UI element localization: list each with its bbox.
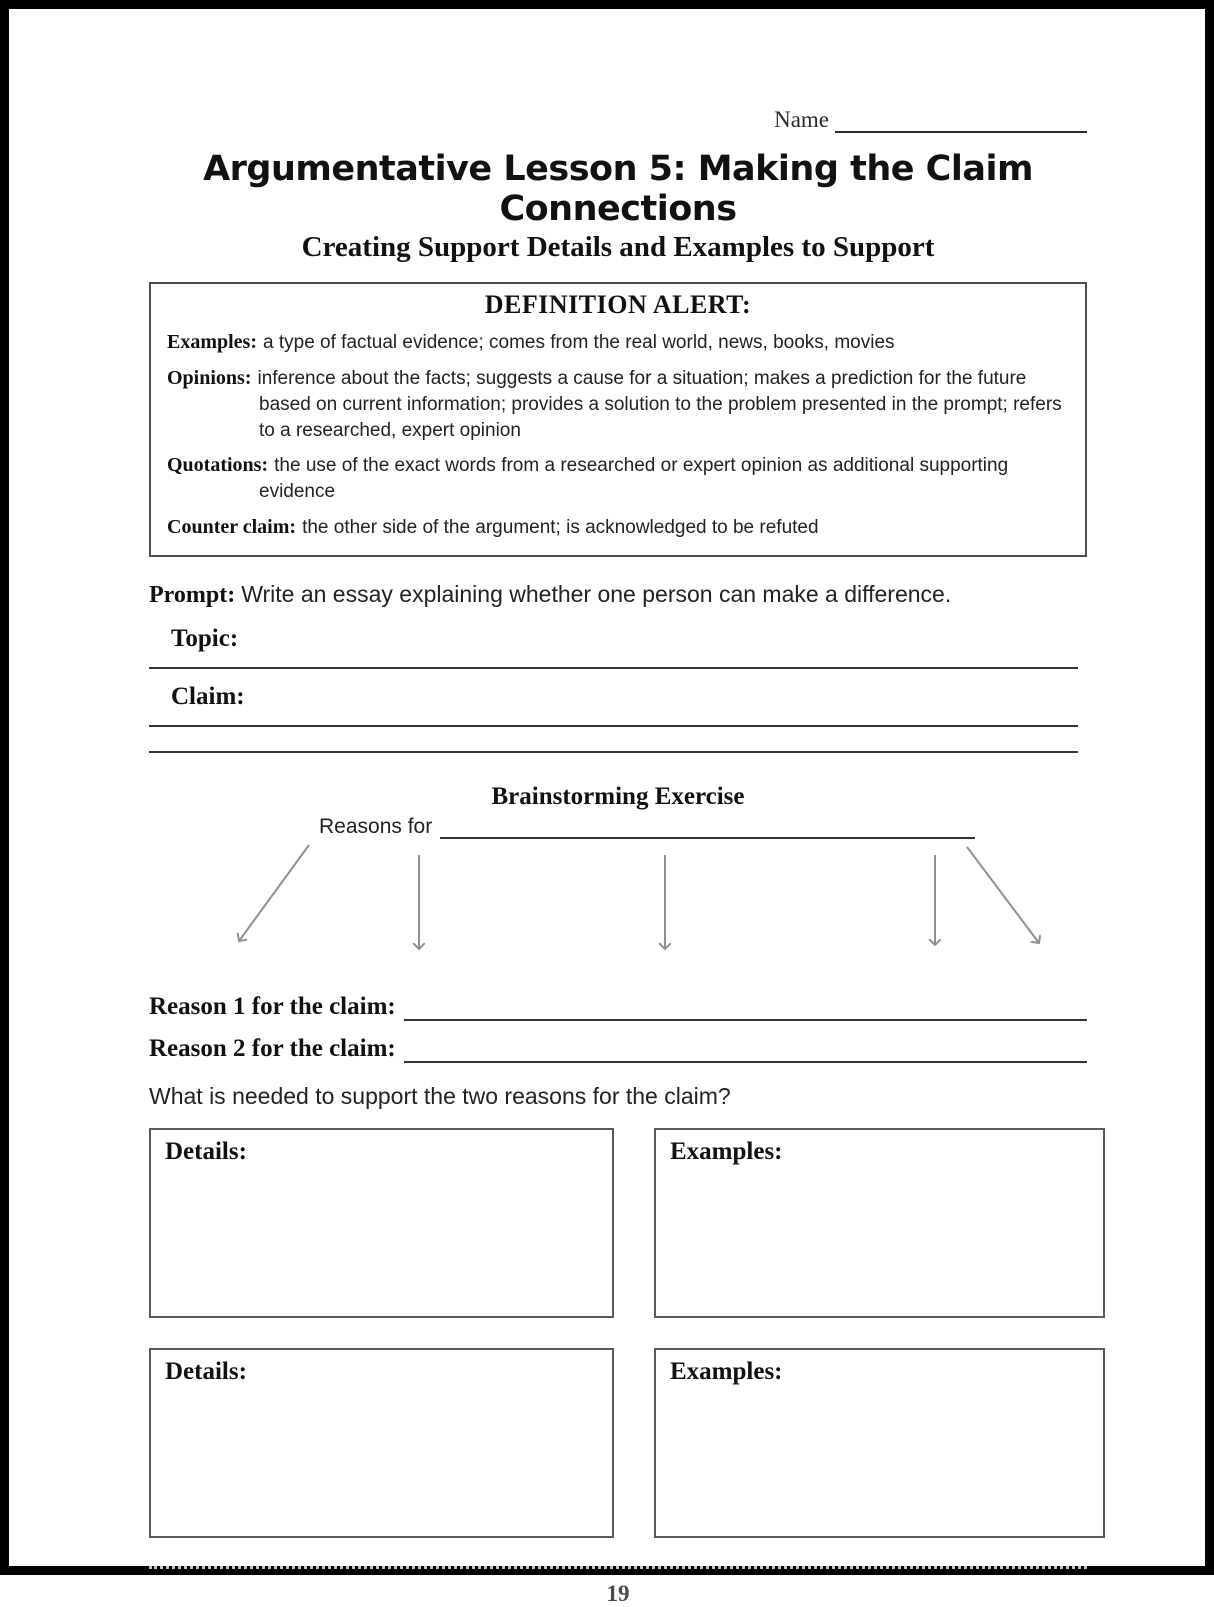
definition-text: the other side of the argument; is acknowledged to be refuted <box>302 516 819 538</box>
reason-2-label: Reason 2 for the claim: <box>149 1034 396 1062</box>
brainstorm-heading: Brainstorming Exercise <box>491 782 745 810</box>
arrow-diagonal-left <box>239 845 309 941</box>
definition-item-examples <box>167 329 1069 356</box>
page-title: Argumentative Lesson 5: Making the Claim Connections <box>203 149 1033 229</box>
definition-label: Opinions: <box>167 367 252 389</box>
worksheet-content <box>9 107 1205 1607</box>
details-box-1-label: Details: <box>165 1137 247 1165</box>
reason-1-row <box>149 993 1087 1021</box>
reasons-for-label: Reasons for <box>319 814 433 838</box>
details-box-1[interactable] <box>149 1128 614 1318</box>
definition-item-quotations <box>167 452 1069 505</box>
definition-item-counter-claim <box>167 514 1069 541</box>
reason-2-row <box>149 1035 1087 1063</box>
examples-box-1[interactable] <box>654 1128 1105 1318</box>
definition-text: inference about the facts; suggests a cause for a situation; makes a prediction for the future based on current information; provides a solution to the problem presented in the prompt; refers to a researched, expert opinion <box>257 368 1062 441</box>
definition-text: the use of the exact words from a researched or expert opinion as additional supporting evidence <box>259 455 1009 503</box>
examples-box-2-label: Examples: <box>670 1357 783 1385</box>
page-subtitle: Creating Support Details and Examples to Support <box>301 231 935 263</box>
name-label: Name <box>774 107 829 132</box>
details-box-2[interactable] <box>149 1348 614 1538</box>
claim-label: Claim: <box>171 682 245 710</box>
definition-label: Quotations: <box>167 454 269 477</box>
definition-text: a type of factual evidence; comes from the real world, news, books, movies <box>263 332 895 353</box>
details-box-2-label: Details: <box>165 1357 247 1385</box>
reasons-for-write-line[interactable] <box>440 817 975 839</box>
claim-block <box>149 683 1087 753</box>
reason-1-label: Reason 1 for the claim: <box>149 992 396 1020</box>
topic-block <box>149 625 1087 669</box>
definition-item-opinions <box>167 365 1069 443</box>
reasons-for-row <box>319 815 1087 839</box>
examples-box-1-label: Examples: <box>670 1137 783 1165</box>
definition-label: Counter claim: <box>167 515 297 538</box>
examples-box-2[interactable] <box>654 1348 1105 1538</box>
answer-boxes-grid <box>149 1128 1087 1538</box>
claim-write-line-2[interactable] <box>149 727 1078 753</box>
definition-alert-box <box>149 282 1087 557</box>
reason-2-write-line[interactable] <box>404 1039 1087 1063</box>
topic-write-line[interactable] <box>149 653 1078 669</box>
name-input-line[interactable] <box>835 109 1087 133</box>
claim-write-line-1[interactable] <box>149 711 1078 727</box>
name-row <box>149 107 1087 133</box>
footer-divider <box>149 1566 1087 1569</box>
topic-label: Topic: <box>171 624 239 652</box>
arrow-diagonal-right <box>967 847 1039 943</box>
prompt-text: Write an essay explaining whether one person can make a difference. <box>241 580 952 607</box>
support-question: What is needed to support the two reasons for the claim? <box>149 1082 731 1109</box>
prompt-row <box>149 581 1087 609</box>
brainstorm-arrows <box>149 841 1105 959</box>
page-number: 19 <box>606 1580 630 1606</box>
definition-alert-heading: DEFINITION ALERT: <box>484 290 752 319</box>
reason-1-write-line[interactable] <box>404 997 1087 1021</box>
prompt-label: Prompt: <box>149 581 236 608</box>
definition-label: Examples: <box>167 331 257 353</box>
